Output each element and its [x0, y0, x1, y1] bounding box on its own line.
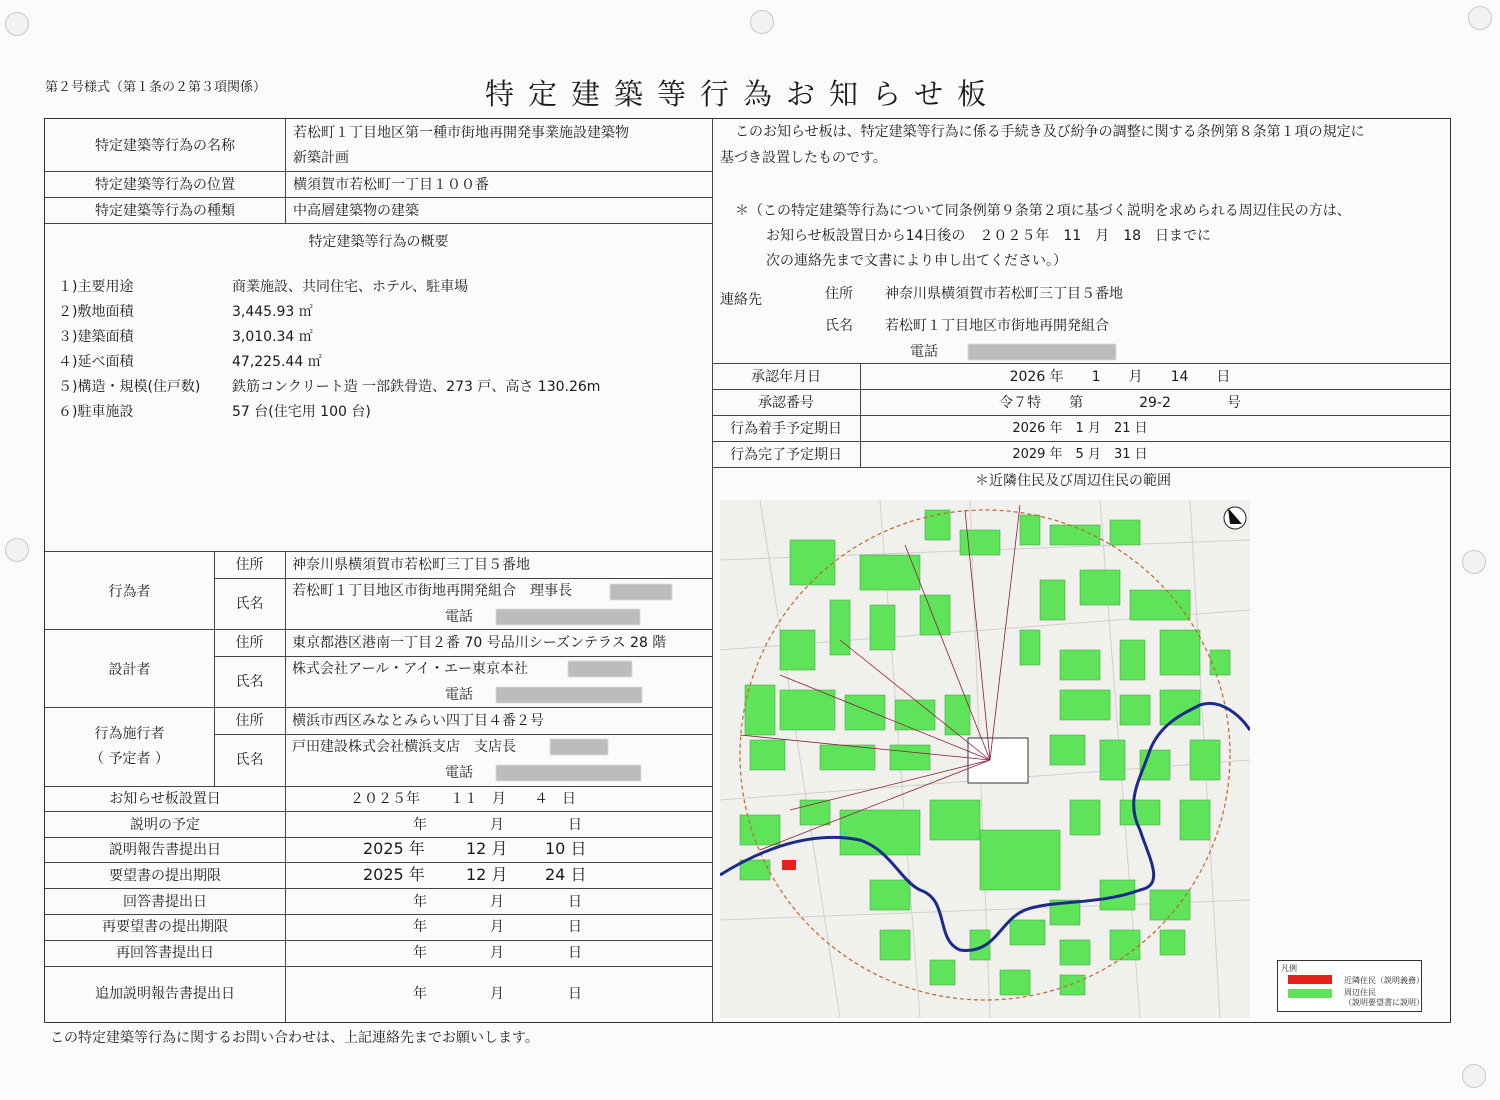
location-value: 横須賀市若松町一丁目１００番	[293, 177, 489, 193]
builder-address: 横浜市西区みなとみらい四丁目４番２号	[292, 713, 544, 729]
approval-row-value: 2029 年 5 月 31 日	[1012, 447, 1148, 462]
overview-item-value: 3,010.34 ㎡	[232, 329, 313, 345]
map-title: ＊近隣住民及び周辺住民の範囲	[975, 473, 1171, 489]
redacted-name	[550, 739, 608, 755]
date-row-day: 日	[568, 894, 582, 910]
notice-line2: 基づき設置したものです。	[720, 150, 887, 166]
punch-hole	[1462, 1064, 1486, 1088]
date-row-label: 説明の予定	[130, 817, 200, 833]
location-label: 特定建築等行為の位置	[95, 177, 235, 193]
punch-hole	[5, 12, 29, 36]
redacted-phone	[496, 609, 640, 625]
date-row-label: 回答書提出日	[123, 894, 207, 910]
date-row-year: 2025 年	[363, 865, 425, 884]
overview-item-label: １)主要用途	[58, 279, 134, 295]
date-row-label: 追加説明報告書提出日	[95, 986, 235, 1002]
date-row-year: ２０２５年	[350, 791, 420, 807]
overview-item-value: 47,225.44 ㎡	[232, 354, 322, 370]
date-row-month: 月	[490, 919, 504, 935]
overview-item-value: 商業施設、共同住宅、ホテル、駐車場	[232, 279, 469, 295]
legend-green-swatch	[1288, 989, 1332, 998]
designer-address-label: 住所	[235, 635, 264, 651]
overview-item-label: ４)延べ面積	[58, 354, 134, 370]
neighborhood-map	[720, 500, 1250, 1018]
legend-title: 凡例	[1281, 964, 1297, 973]
overview-item-label: ５)構造・規模(住戸数)	[58, 379, 201, 395]
builder-label-sub: （ 予定者 ）	[90, 751, 169, 767]
date-row-year: 年	[413, 919, 427, 935]
date-row-year: 年	[413, 986, 427, 1002]
punch-hole	[5, 538, 29, 562]
actor-address-label: 住所	[235, 557, 264, 573]
redacted-name	[610, 584, 672, 600]
form-number: 第２号様式（第１条の２第３項関係）	[45, 80, 267, 95]
date-row-label: 再要望書の提出期限	[102, 919, 228, 935]
contact-name-label: 氏名	[825, 318, 853, 334]
name-value-line2: 新築計画	[293, 150, 349, 166]
overview-item-label: ３)建築面積	[58, 329, 134, 345]
overview-item-value: 57 台(住宅用 100 台)	[232, 404, 371, 420]
overview-item-label: ２)敷地面積	[58, 304, 134, 320]
legend-red-label: 近隣住民（説明義務）	[1344, 976, 1424, 985]
legend-green-label-sub: （説明要望書に説明）	[1344, 998, 1424, 1007]
date-row-month: 12 月	[466, 839, 508, 858]
approval-row-label: 承認年月日	[751, 369, 821, 385]
builder-phone-label: 電話	[445, 765, 473, 781]
legend-green-label: 周辺住民	[1344, 988, 1376, 997]
note-line1: ＊（この特定建築等行為について同条例第９条第２項に基づく説明を求められる周辺住民の方は、	[735, 203, 1351, 219]
designer-label: 設計者	[108, 662, 151, 678]
actor-name-label: 氏名	[235, 596, 264, 612]
contact-address: 神奈川県横須賀市若松町三丁目５番地	[885, 286, 1123, 302]
date-row-year: 年	[413, 894, 427, 910]
overview-item-label: ６)駐車施設	[58, 404, 134, 420]
redacted-phone	[496, 765, 641, 781]
neighborhood-map-drawing	[720, 500, 1250, 1018]
contact-phone-label: 電話	[910, 344, 938, 360]
date-row-month: 月	[490, 817, 504, 833]
name-value-line1: 若松町１丁目地区第一種市街地再開発事業施設建築物	[293, 125, 629, 141]
builder-label: 行為施行者	[94, 726, 165, 742]
date-row-month: 月	[490, 945, 504, 961]
designer-name-label: 氏名	[235, 674, 264, 690]
date-row-day: 10 日	[545, 839, 587, 858]
note-line3: 次の連絡先まで文書により申し出てください。）	[766, 253, 1067, 269]
overview-item-value: 鉄筋コンクリート造 一部鉄骨造、273 戸、高さ 130.26m	[232, 379, 601, 395]
redacted-name	[568, 661, 632, 677]
type-label: 特定建築等行為の種類	[95, 203, 235, 219]
approval-row-value: 令７特 第 29-2 号	[999, 395, 1241, 411]
page-title: 特定建築等行為お知らせ板	[485, 77, 1001, 111]
approval-row-label: 承認番号	[758, 395, 814, 411]
contact-address-label: 住所	[825, 286, 853, 302]
map-legend	[1277, 960, 1422, 1012]
date-row-day: 日	[568, 817, 582, 833]
date-row-day: 日	[568, 945, 582, 961]
builder-name: 戸田建設株式会社横浜支店 支店長	[292, 739, 516, 755]
redacted-phone	[496, 687, 642, 703]
contact-label: 連絡先	[720, 292, 762, 308]
approval-row-value: 2026 年 1 月 14 日	[1009, 369, 1231, 385]
redacted-phone	[968, 344, 1116, 360]
type-value: 中高層建築物の建築	[293, 203, 419, 219]
date-row-year: 年	[413, 945, 427, 961]
footer-note: この特定建築等行為に関するお問い合わせは、上記連絡先までお願いします。	[50, 1030, 539, 1046]
date-row-label: 説明報告書提出日	[109, 842, 221, 858]
name-label: 特定建築等行為の名称	[95, 138, 235, 154]
date-row-label: 再回答書提出日	[116, 945, 214, 961]
designer-phone-label: 電話	[445, 687, 473, 703]
actor-label: 行為者	[108, 584, 151, 600]
date-row-year: 2025 年	[363, 839, 425, 858]
approval-row-label: 行為完了予定期日	[730, 447, 842, 463]
designer-address: 東京都港区港南一丁目２番 70 号品川シーズンテラス 28 階	[292, 635, 667, 651]
actor-phone-label: 電話	[445, 609, 473, 625]
note-line2: お知らせ板設置日から14日後の ２０２５年 11 月 18 日までに	[766, 228, 1212, 244]
builder-address-label: 住所	[235, 713, 264, 729]
date-row-year: 年	[413, 817, 427, 833]
date-row-day: ４ 日	[534, 791, 576, 807]
punch-hole	[750, 10, 774, 34]
legend-red-swatch	[1288, 975, 1332, 984]
notice-line1: このお知らせ板は、特定建築等行為に係る手続き及び紛争の調整に関する条例第８条第１項の規定に	[735, 124, 1365, 140]
overview-item-value: 3,445.93 ㎡	[232, 304, 313, 320]
date-row-label: 要望書の提出期限	[109, 868, 221, 884]
designer-name: 株式会社アール・アイ・エー東京本社	[292, 661, 529, 677]
date-row-month: 12 月	[466, 865, 508, 884]
approval-row-label: 行為着手予定期日	[730, 421, 842, 437]
punch-hole	[1468, 6, 1492, 30]
date-row-month: １１ 月	[450, 791, 506, 807]
date-row-day: 日	[568, 986, 582, 1002]
date-row-day: 24 日	[545, 865, 587, 884]
punch-hole	[1462, 550, 1486, 574]
approval-row-value: 2026 年 1 月 21 日	[1012, 421, 1148, 436]
builder-name-label: 氏名	[235, 752, 264, 768]
date-row-label: お知らせ板設置日	[109, 791, 221, 807]
actor-name: 若松町１丁目地区市街地再開発組合 理事長	[292, 583, 572, 599]
actor-address: 神奈川県横須賀市若松町三丁目５番地	[292, 557, 530, 573]
contact-name: 若松町１丁目地区市街地再開発組合	[885, 318, 1109, 334]
date-row-month: 月	[490, 894, 504, 910]
date-row-day: 日	[568, 919, 582, 935]
overview-label: 特定建築等行為の概要	[308, 234, 449, 250]
date-row-month: 月	[490, 986, 504, 1002]
